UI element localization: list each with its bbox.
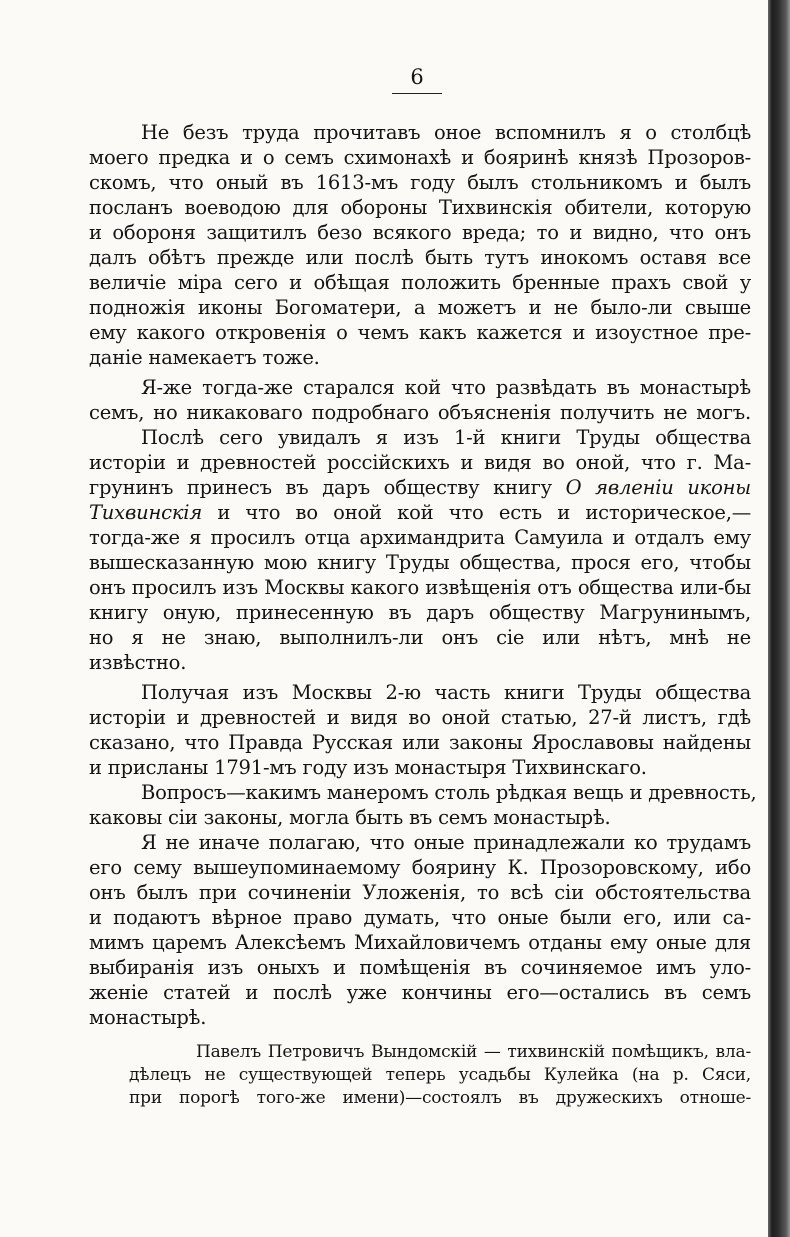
page-number: 6 bbox=[410, 65, 424, 89]
text-line: Послѣ сего увидалъ я изъ 1-й книги Труды общества bbox=[141, 426, 751, 449]
text-line: Получая изъ Москвы 2-ю часть книги Труды общества bbox=[141, 681, 751, 704]
text-line: Я-же тогда-же старался кой что развѣдать въ монастырѣ bbox=[141, 376, 751, 399]
text-line: женіе статей и послѣ уже кончины его—остались въ семъ bbox=[89, 981, 751, 1004]
text-line: его сему вышеупоминаемому боярину К. Прозоровскому, ибо bbox=[89, 856, 751, 879]
text-line: извѣстно. bbox=[89, 651, 187, 674]
footnote-line: дѣлецъ не существующей теперь усадьбы Кулейка (на р. Сяси, bbox=[129, 1065, 751, 1085]
book-spine-edge bbox=[768, 0, 790, 1237]
text-line: исторіи и древностей россійскихъ и видя во оной, что г. Ма- bbox=[89, 451, 751, 474]
text-line: посланъ воеводою для обороны Тихвинскія обители, которую bbox=[89, 196, 751, 219]
page-number-rule bbox=[392, 93, 442, 94]
text-line: но я не знаю, выполнилъ-ли онъ сіе или нѣтъ, мнѣ не bbox=[89, 626, 751, 649]
text-line: и обороня защитилъ безо всякого вреда; то и видно, что онъ bbox=[89, 221, 751, 244]
text-line: мимъ царемъ Алексѣемъ Михайловичемъ отданы ему оные для bbox=[89, 931, 751, 954]
book-title-italic: Тихвинскія bbox=[89, 501, 203, 524]
text-line: скомъ, что оный въ 1613-мъ году былъ стольникомъ и былъ bbox=[89, 171, 751, 194]
text-line: исторіи и древностей и видя во оной статью, 27-й листъ, гдѣ bbox=[89, 706, 751, 729]
text-line: даніе намекаетъ тоже. bbox=[89, 346, 320, 369]
text-line: ему какого откровенія о чемъ какъ кажется и изоустное пре- bbox=[89, 321, 751, 344]
text-line: Вопросъ—какимъ манеромъ столь рѣдкая вещь и древность, bbox=[141, 781, 757, 804]
footnote-line: Павелъ Петровичъ Вындомскій — тихвинскій помѣщикъ, вла- bbox=[196, 1042, 751, 1062]
text-line: семъ, но никаковаго подробнаго объясненія получить не могъ. bbox=[89, 401, 751, 424]
text-line: выбиранія изъ оныхъ и помѣщенія въ сочиняемое имъ уло- bbox=[89, 956, 751, 979]
text-line: монастырѣ. bbox=[89, 1006, 207, 1029]
text-line: онъ просилъ изъ Москвы какого извѣщенія отъ общества или-бы bbox=[89, 576, 751, 599]
text-line: и подаютъ вѣрное право думать, что оные были его, или са- bbox=[89, 906, 751, 929]
footnote-line: при порогѣ того-же имени)—состоялъ въ дружескихъ отноше- bbox=[129, 1088, 751, 1108]
text-line: Я не иначе полагаю, что оные принадлежали ко трудамъ bbox=[141, 831, 751, 854]
text-line: каковы сіи законы, могла быть въ семъ монастырѣ. bbox=[89, 806, 611, 829]
text-line: далъ обѣтъ прежде или послѣ быть тутъ инокомъ оставя все bbox=[89, 246, 751, 269]
text-line: подножія иконы Богоматери, а можетъ и не было-ли свыше bbox=[89, 296, 751, 319]
text-line: сказано, что Правда Русская или законы Ярославовы найдены bbox=[89, 731, 751, 754]
text-line: книгу оную, принесенную въ даръ обществу Магрунинымъ, bbox=[89, 601, 751, 624]
text-line: Не безъ труда прочитавъ оное вспомнилъ я о столбцѣ bbox=[141, 121, 751, 144]
text-line: вышесказанную мою книгу Труды общества, прося его, чтобы bbox=[89, 551, 751, 574]
text-line: и присланы 1791-мъ году изъ монастыря Тихвинскаго. bbox=[89, 756, 647, 779]
text-line: Тихвинскія и что во оной кой что есть и историческое,— bbox=[89, 501, 751, 524]
text-line: тогда-же я просилъ отца архимандрита Самуила и отдалъ ему bbox=[89, 526, 751, 549]
text-line: грунинъ принесъ въ даръ обществу книгу О явленіи иконы bbox=[89, 476, 751, 499]
text-line: онъ былъ при сочиненіи Уложенія, то всѣ сіи обстоятельства bbox=[89, 881, 751, 904]
book-title-italic: О явленіи иконы bbox=[565, 476, 751, 499]
text-line: величіе міра сего и обѣщая положить бренные прахъ свой у bbox=[89, 271, 751, 294]
text-line: моего предка и о семъ схимонахѣ и бояринѣ князѣ Прозоров- bbox=[89, 146, 751, 169]
